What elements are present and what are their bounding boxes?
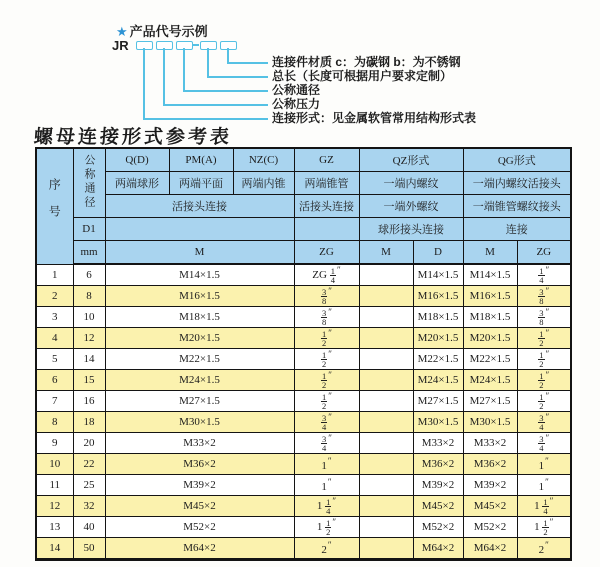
col-header-gz: GZ <box>294 148 359 172</box>
label-connection-form: 连接形式：见金属软管常用结构形式表 <box>272 111 477 125</box>
cell-thread-m: M30×1.5 <box>105 412 294 433</box>
cell-thread-m: M16×1.5 <box>105 286 294 307</box>
cell-qz-m <box>359 349 413 370</box>
cell-qz-m <box>359 391 413 412</box>
cell-thread-zg: $\frac{3}{4}$ ″ <box>294 412 359 433</box>
cell-thread-m: M14×1.5 <box>105 264 294 286</box>
cell-qg-m: M18×1.5 <box>463 307 517 328</box>
cell-dn: 12 <box>73 328 105 349</box>
table-row <box>36 475 571 496</box>
cell-qg-zg: $\frac{3}{8}$ ″ <box>517 286 571 307</box>
cell-dn: 40 <box>73 517 105 538</box>
table-row <box>36 391 571 412</box>
empty-cell <box>105 218 294 241</box>
cell-thread-zg: 1 $\frac{1}{4}$ ″ <box>294 496 359 517</box>
cell-qg-m: M45×2 <box>463 496 517 517</box>
cell-thread-zg: $\frac{3}{8}$ ″ <box>294 286 359 307</box>
connector-line <box>143 48 145 120</box>
cell-qg-zg: $\frac{1}{2}$ ″ <box>517 370 571 391</box>
cell-thread-m: M33×2 <box>105 433 294 454</box>
cell-qz-d: M30×1.5 <box>413 412 463 433</box>
cell-qz-d: M22×1.5 <box>413 349 463 370</box>
seq-label: 序号 <box>47 177 62 232</box>
cell-dn: 6 <box>73 264 105 286</box>
cell-qz-m <box>359 286 413 307</box>
cell-qg-m: M16×1.5 <box>463 286 517 307</box>
cell-qz-m <box>359 538 413 560</box>
cell-qg-zg: $\frac{3}{8}$ ″ <box>517 307 571 328</box>
cell-seq: 4 <box>36 328 73 349</box>
cell-thread-zg: 1 $\frac{1}{2}$ ″ <box>294 517 359 538</box>
connection-union-gz: 活接头连接 <box>294 195 359 218</box>
thread-col-qg-m: M <box>463 241 517 265</box>
table-body <box>36 264 571 560</box>
cell-seq: 1 <box>36 264 73 286</box>
cell-dn: 22 <box>73 454 105 475</box>
cell-qg-zg: $\frac{1}{4}$ ″ <box>517 264 571 286</box>
cell-qz-d: M64×2 <box>413 538 463 560</box>
type-gz: 两端锥管 <box>294 172 359 195</box>
table-row <box>36 328 571 349</box>
empty-cell <box>294 218 359 241</box>
cell-qz-d: M52×2 <box>413 517 463 538</box>
cell-qg-m: M14×1.5 <box>463 264 517 286</box>
cell-qg-m: M64×2 <box>463 538 517 560</box>
connection-external-thread: 一端外螺纹 <box>359 195 463 218</box>
label-total-length: 总长（长度可根据用户要求定制） <box>272 69 453 83</box>
cell-dn: 32 <box>73 496 105 517</box>
label-nominal-pressure: 公称压力 <box>272 97 321 111</box>
cell-qg-zg: 2″ <box>517 538 571 560</box>
cell-qz-m <box>359 454 413 475</box>
table-row <box>36 454 571 475</box>
header-row-d1 <box>36 218 571 241</box>
table-row <box>36 538 571 560</box>
cell-qz-d: M20×1.5 <box>413 328 463 349</box>
cell-qz-d: M16×1.5 <box>413 286 463 307</box>
cell-thread-m: M18×1.5 <box>105 307 294 328</box>
cell-qz-d: M27×1.5 <box>413 391 463 412</box>
cell-qz-m <box>359 370 413 391</box>
cell-dn: 14 <box>73 349 105 370</box>
label-material: 连接件材质 c：为碳钢 b：为不锈钢 <box>272 55 461 69</box>
cell-qg-m: M36×2 <box>463 454 517 475</box>
col-header-nzc: NZ(C) <box>233 148 294 172</box>
thread-col-zg: ZG <box>294 241 359 265</box>
cell-dn: 16 <box>73 391 105 412</box>
cell-seq: 14 <box>36 538 73 560</box>
cell-qg-zg: 1 $\frac{1}{2}$ ″ <box>517 517 571 538</box>
table-row <box>36 433 571 454</box>
cell-qg-m: M24×1.5 <box>463 370 517 391</box>
cell-qg-zg: $\frac{1}{2}$ ″ <box>517 328 571 349</box>
cell-qg-m: M27×1.5 <box>463 391 517 412</box>
col-header-seq <box>36 148 73 264</box>
cell-qz-d: M39×2 <box>413 475 463 496</box>
col-header-pma: PM(A) <box>169 148 233 172</box>
cell-seq: 2 <box>36 286 73 307</box>
table-row <box>36 264 571 286</box>
col-header-qg: QG形式 <box>463 148 571 172</box>
cell-thread-zg: $\frac{1}{2}$ ″ <box>294 391 359 412</box>
thread-col-qg-zg: ZG <box>517 241 571 265</box>
connector-line <box>183 90 268 92</box>
table-row <box>36 307 571 328</box>
dn-label: 公称通径 <box>83 153 95 210</box>
table-row <box>36 370 571 391</box>
thread-col-qz-m: M <box>359 241 413 265</box>
connector-line <box>163 48 165 106</box>
cell-qg-m: M52×2 <box>463 517 517 538</box>
type-qz: 一端内螺纹 <box>359 172 463 195</box>
table-row <box>36 286 571 307</box>
col-header-dn <box>73 148 105 218</box>
cell-qz-m <box>359 328 413 349</box>
cell-dn: 10 <box>73 307 105 328</box>
cell-thread-zg: $\frac{3}{4}$ ″ <box>294 433 359 454</box>
cell-qg-zg: $\frac{3}{4}$ ″ <box>517 433 571 454</box>
connection-union: 活接头连接 <box>105 195 294 218</box>
header-row-connection <box>36 195 571 218</box>
cell-qg-zg: 1″ <box>517 454 571 475</box>
thread-col-qz-d: D <box>413 241 463 265</box>
type-nzc: 两端内锥 <box>233 172 294 195</box>
connection-ball-joint: 球形接头连接 <box>359 218 463 241</box>
cell-seq: 10 <box>36 454 73 475</box>
cell-thread-m: M36×2 <box>105 454 294 475</box>
connector-line <box>143 118 268 120</box>
table-header <box>36 148 571 264</box>
table-title: 螺母连接形式参考表 <box>33 127 233 148</box>
connector-line <box>183 48 185 92</box>
cell-thread-m: M20×1.5 <box>105 328 294 349</box>
cell-thread-zg: $\frac{1}{2}$ ″ <box>294 349 359 370</box>
cell-thread-m: M39×2 <box>105 475 294 496</box>
col-header-qd: Q(D) <box>105 148 169 172</box>
cell-qz-d: M36×2 <box>413 454 463 475</box>
cell-qz-m <box>359 496 413 517</box>
type-qd: 两端球形 <box>105 172 169 195</box>
cell-qz-d: M45×2 <box>413 496 463 517</box>
cell-seq: 11 <box>36 475 73 496</box>
star-icon: ★ <box>116 24 128 39</box>
cell-qz-m <box>359 517 413 538</box>
cell-qg-m: M30×1.5 <box>463 412 517 433</box>
header-row-groups <box>36 148 571 172</box>
connector-line <box>207 76 268 78</box>
cell-thread-m: M24×1.5 <box>105 370 294 391</box>
code-dash <box>193 44 199 46</box>
cell-seq: 13 <box>36 517 73 538</box>
cell-qz-d: M14×1.5 <box>413 264 463 286</box>
cell-qg-zg: $\frac{1}{2}$ ″ <box>517 349 571 370</box>
label-nominal-diameter: 公称通径 <box>272 83 321 97</box>
cell-qg-zg: 1″ <box>517 475 571 496</box>
example-title-text: 产品代号示例 <box>129 24 208 39</box>
cell-qz-d: M33×2 <box>413 433 463 454</box>
cell-qg-m: M22×1.5 <box>463 349 517 370</box>
connector-line <box>163 104 268 106</box>
cell-thread-zg: $\frac{1}{2}$ ″ <box>294 370 359 391</box>
table-row <box>36 496 571 517</box>
type-qg: 一端内螺纹活接头 <box>463 172 571 195</box>
cell-thread-m: M64×2 <box>105 538 294 560</box>
cell-qz-m <box>359 307 413 328</box>
cell-thread-zg: ZG $\frac{1}{4}$ ″ <box>294 264 359 286</box>
cell-qg-m: M20×1.5 <box>463 328 517 349</box>
cell-dn: 8 <box>73 286 105 307</box>
cell-seq: 9 <box>36 433 73 454</box>
table-row <box>36 517 571 538</box>
cell-seq: 3 <box>36 307 73 328</box>
connection-label: 连接 <box>463 218 571 241</box>
header-row-end-types <box>36 172 571 195</box>
cell-dn: 25 <box>73 475 105 496</box>
cell-thread-zg: $\frac{1}{2}$ ″ <box>294 328 359 349</box>
type-pma: 两端平面 <box>169 172 233 195</box>
cell-qg-m: M33×2 <box>463 433 517 454</box>
product-prefix: JR <box>112 38 129 53</box>
cell-qz-m <box>359 475 413 496</box>
cell-qz-d: M24×1.5 <box>413 370 463 391</box>
cell-thread-zg: 2″ <box>294 538 359 560</box>
unit-mm: mm <box>73 241 105 265</box>
example-title <box>116 21 208 40</box>
d1-label: D1 <box>73 218 105 241</box>
cell-thread-m: M27×1.5 <box>105 391 294 412</box>
cell-qg-zg: $\frac{3}{4}$ ″ <box>517 412 571 433</box>
cell-seq: 8 <box>36 412 73 433</box>
cell-seq: 12 <box>36 496 73 517</box>
cell-dn: 18 <box>73 412 105 433</box>
cell-seq: 7 <box>36 391 73 412</box>
cell-dn: 15 <box>73 370 105 391</box>
table-row <box>36 349 571 370</box>
cell-qz-m <box>359 264 413 286</box>
nut-connection-table <box>35 147 572 561</box>
connector-line <box>227 62 268 64</box>
connector-line <box>207 48 209 78</box>
thread-col-m: M <box>105 241 294 265</box>
cell-seq: 5 <box>36 349 73 370</box>
header-row-thread <box>36 241 571 265</box>
cell-thread-zg: 1″ <box>294 475 359 496</box>
cell-thread-m: M45×2 <box>105 496 294 517</box>
cell-thread-zg: $\frac{3}{8}$ ″ <box>294 307 359 328</box>
cell-seq: 6 <box>36 370 73 391</box>
cell-qg-m: M39×2 <box>463 475 517 496</box>
table-row <box>36 412 571 433</box>
cell-qg-zg: 1 $\frac{1}{4}$ ″ <box>517 496 571 517</box>
cell-qz-m <box>359 412 413 433</box>
cell-thread-zg: 1″ <box>294 454 359 475</box>
cell-qg-zg: $\frac{1}{2}$ ″ <box>517 391 571 412</box>
cell-thread-m: M52×2 <box>105 517 294 538</box>
cell-thread-m: M22×1.5 <box>105 349 294 370</box>
cell-dn: 50 <box>73 538 105 560</box>
col-header-qz: QZ形式 <box>359 148 463 172</box>
cell-qz-d: M18×1.5 <box>413 307 463 328</box>
connection-taper-thread: 一端锥管螺纹接头 <box>463 195 571 218</box>
cell-dn: 20 <box>73 433 105 454</box>
cell-qz-m <box>359 433 413 454</box>
